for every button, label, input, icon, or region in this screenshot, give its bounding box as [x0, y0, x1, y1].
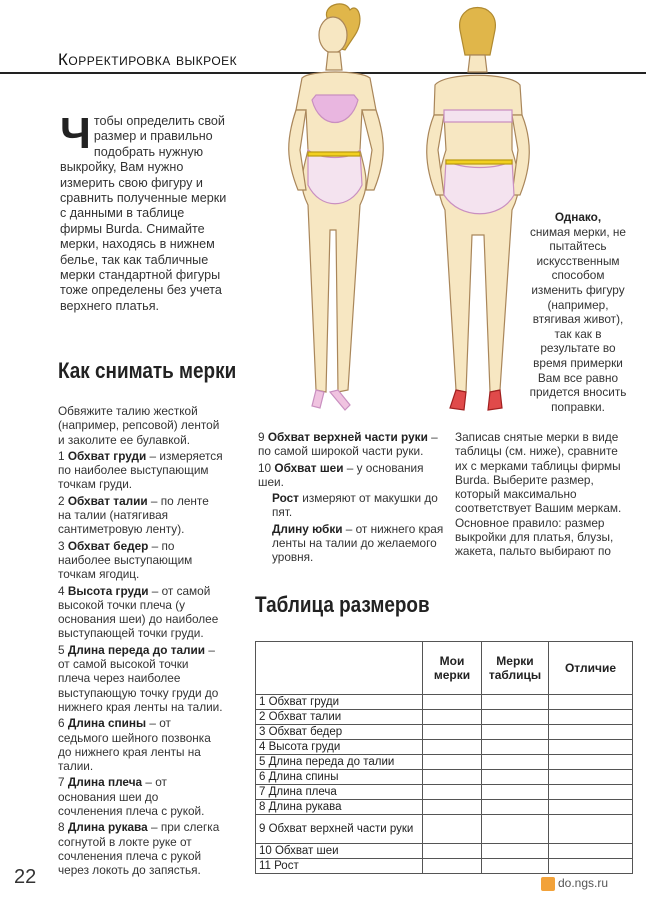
- measure-item: 5 Длина переда до талии – от самой высокой точки плеча через наиболее выступающую точку груди до нижнего края ленты на талии.: [58, 642, 223, 714]
- measure-item: Длину юбки – от нижнего края ленты на талии до желаемого уровня.: [272, 521, 444, 565]
- side-note-text: снимая мерки, не пытайтесь искусственным способом изменить фигуру (например, втягивая живот), так как в результате во время примерки Вам все равно придется вносить поправки.: [529, 224, 627, 414]
- measure-item: 4 Высота груди – от самой высокой точки плеча (у основания шеи) до наиболее выступающей точки груди.: [58, 583, 219, 641]
- measure-item: 8 Длина рукава – при слегка согнутой в локте руке от сочленения плеча с рукой через локоть до запястья.: [58, 820, 220, 878]
- table-row: 5 Длина переда до талии: [256, 755, 633, 770]
- table-header-row: [256, 642, 633, 695]
- table-header-cell: [256, 642, 423, 695]
- page-number: 22: [14, 866, 37, 888]
- measure-item: 2 Обхват талии – по ленте на талии (натягивая сантиметровую ленту).: [58, 493, 209, 537]
- table-row: 4 Высота груди: [256, 740, 633, 755]
- table-row: 1 Обхват груди: [256, 695, 633, 710]
- logo-icon: [541, 877, 555, 891]
- table-row: 3 Обхват бедер: [256, 725, 633, 740]
- table-row: 2 Обхват талии: [256, 710, 633, 725]
- intro-text: тобы определить свой размер и правильно подобрать нужную выкройку, Вам нужно измерить свою фигуру и сравнить полученные мерки с данными в таблице фирмы Burda. Снимайте мерки, находясь в нижнем белье, так как табличные мерки стандартной фигуры тоже определены без учета верхнего платья.: [60, 114, 227, 313]
- table-header-cell: Мерки таблицы: [482, 642, 549, 695]
- side-note: [528, 210, 628, 414]
- drop-letter: Ч: [60, 109, 91, 158]
- table-row: 7 Длина плеча: [256, 785, 633, 800]
- page-header: Корректировка выкроек: [58, 50, 238, 69]
- back-figure: [427, 8, 530, 411]
- table-row: 10 Обхват шеи: [256, 844, 633, 859]
- table-row: 6 Длина спины: [256, 770, 633, 785]
- right-paragraph: Записав снятые мерки в виде таблицы (см. ниже), сравните их с мерками таблицы фирмы Burda. Выберите размер, который максимально соответствует Вашим меркам. Основное правило: размер выкройки для платья, блузы, жакета, пальто выбирают по: [455, 430, 622, 559]
- measure-column-middle: [258, 430, 448, 567]
- measure-item: Рост измеряют от макушки до пят.: [272, 491, 438, 520]
- measure-item: 10 Обхват шеи – у основания шеи.: [258, 460, 424, 489]
- side-note-lead: Однако,: [554, 210, 602, 224]
- measure-item: 6 Длина спины – от седьмого шейного позвонка до нижнего края ленты на талии.: [58, 716, 211, 774]
- table-row: 9 Обхват верхней части руки: [256, 815, 633, 844]
- table-section-title: Таблица размеров: [255, 592, 430, 617]
- measure-column-left: [58, 404, 223, 880]
- measure-item: 3 Обхват бедер – по наиболее выступающим точкам ягодиц.: [58, 538, 193, 582]
- measure-item: 1 Обхват груди – измеряется по наиболее выступающим точкам груди.: [58, 448, 223, 492]
- front-figure: [289, 4, 384, 410]
- size-table: [255, 641, 633, 874]
- measure-item: 9 Обхват верхней части руки – по самой широкой части руки.: [258, 430, 438, 459]
- measure-lead: Обвяжите талию жесткой (например, репсовой) лентой и заколите ее булавкой.: [58, 404, 220, 447]
- table-header-cell: Мои мерки: [423, 642, 482, 695]
- measure-section-title: Как снимать мерки: [58, 358, 237, 383]
- site-logo: do.ngs.ru: [541, 876, 608, 891]
- intro-paragraph: [60, 109, 228, 314]
- table-row: 11 Рост: [256, 859, 633, 874]
- measure-item: 7 Длина плеча – от основания шеи до сочленения плеча с рукой.: [58, 775, 205, 819]
- table-header-cell: Отличие: [549, 642, 633, 695]
- table-row: 8 Длина рукава: [256, 800, 633, 815]
